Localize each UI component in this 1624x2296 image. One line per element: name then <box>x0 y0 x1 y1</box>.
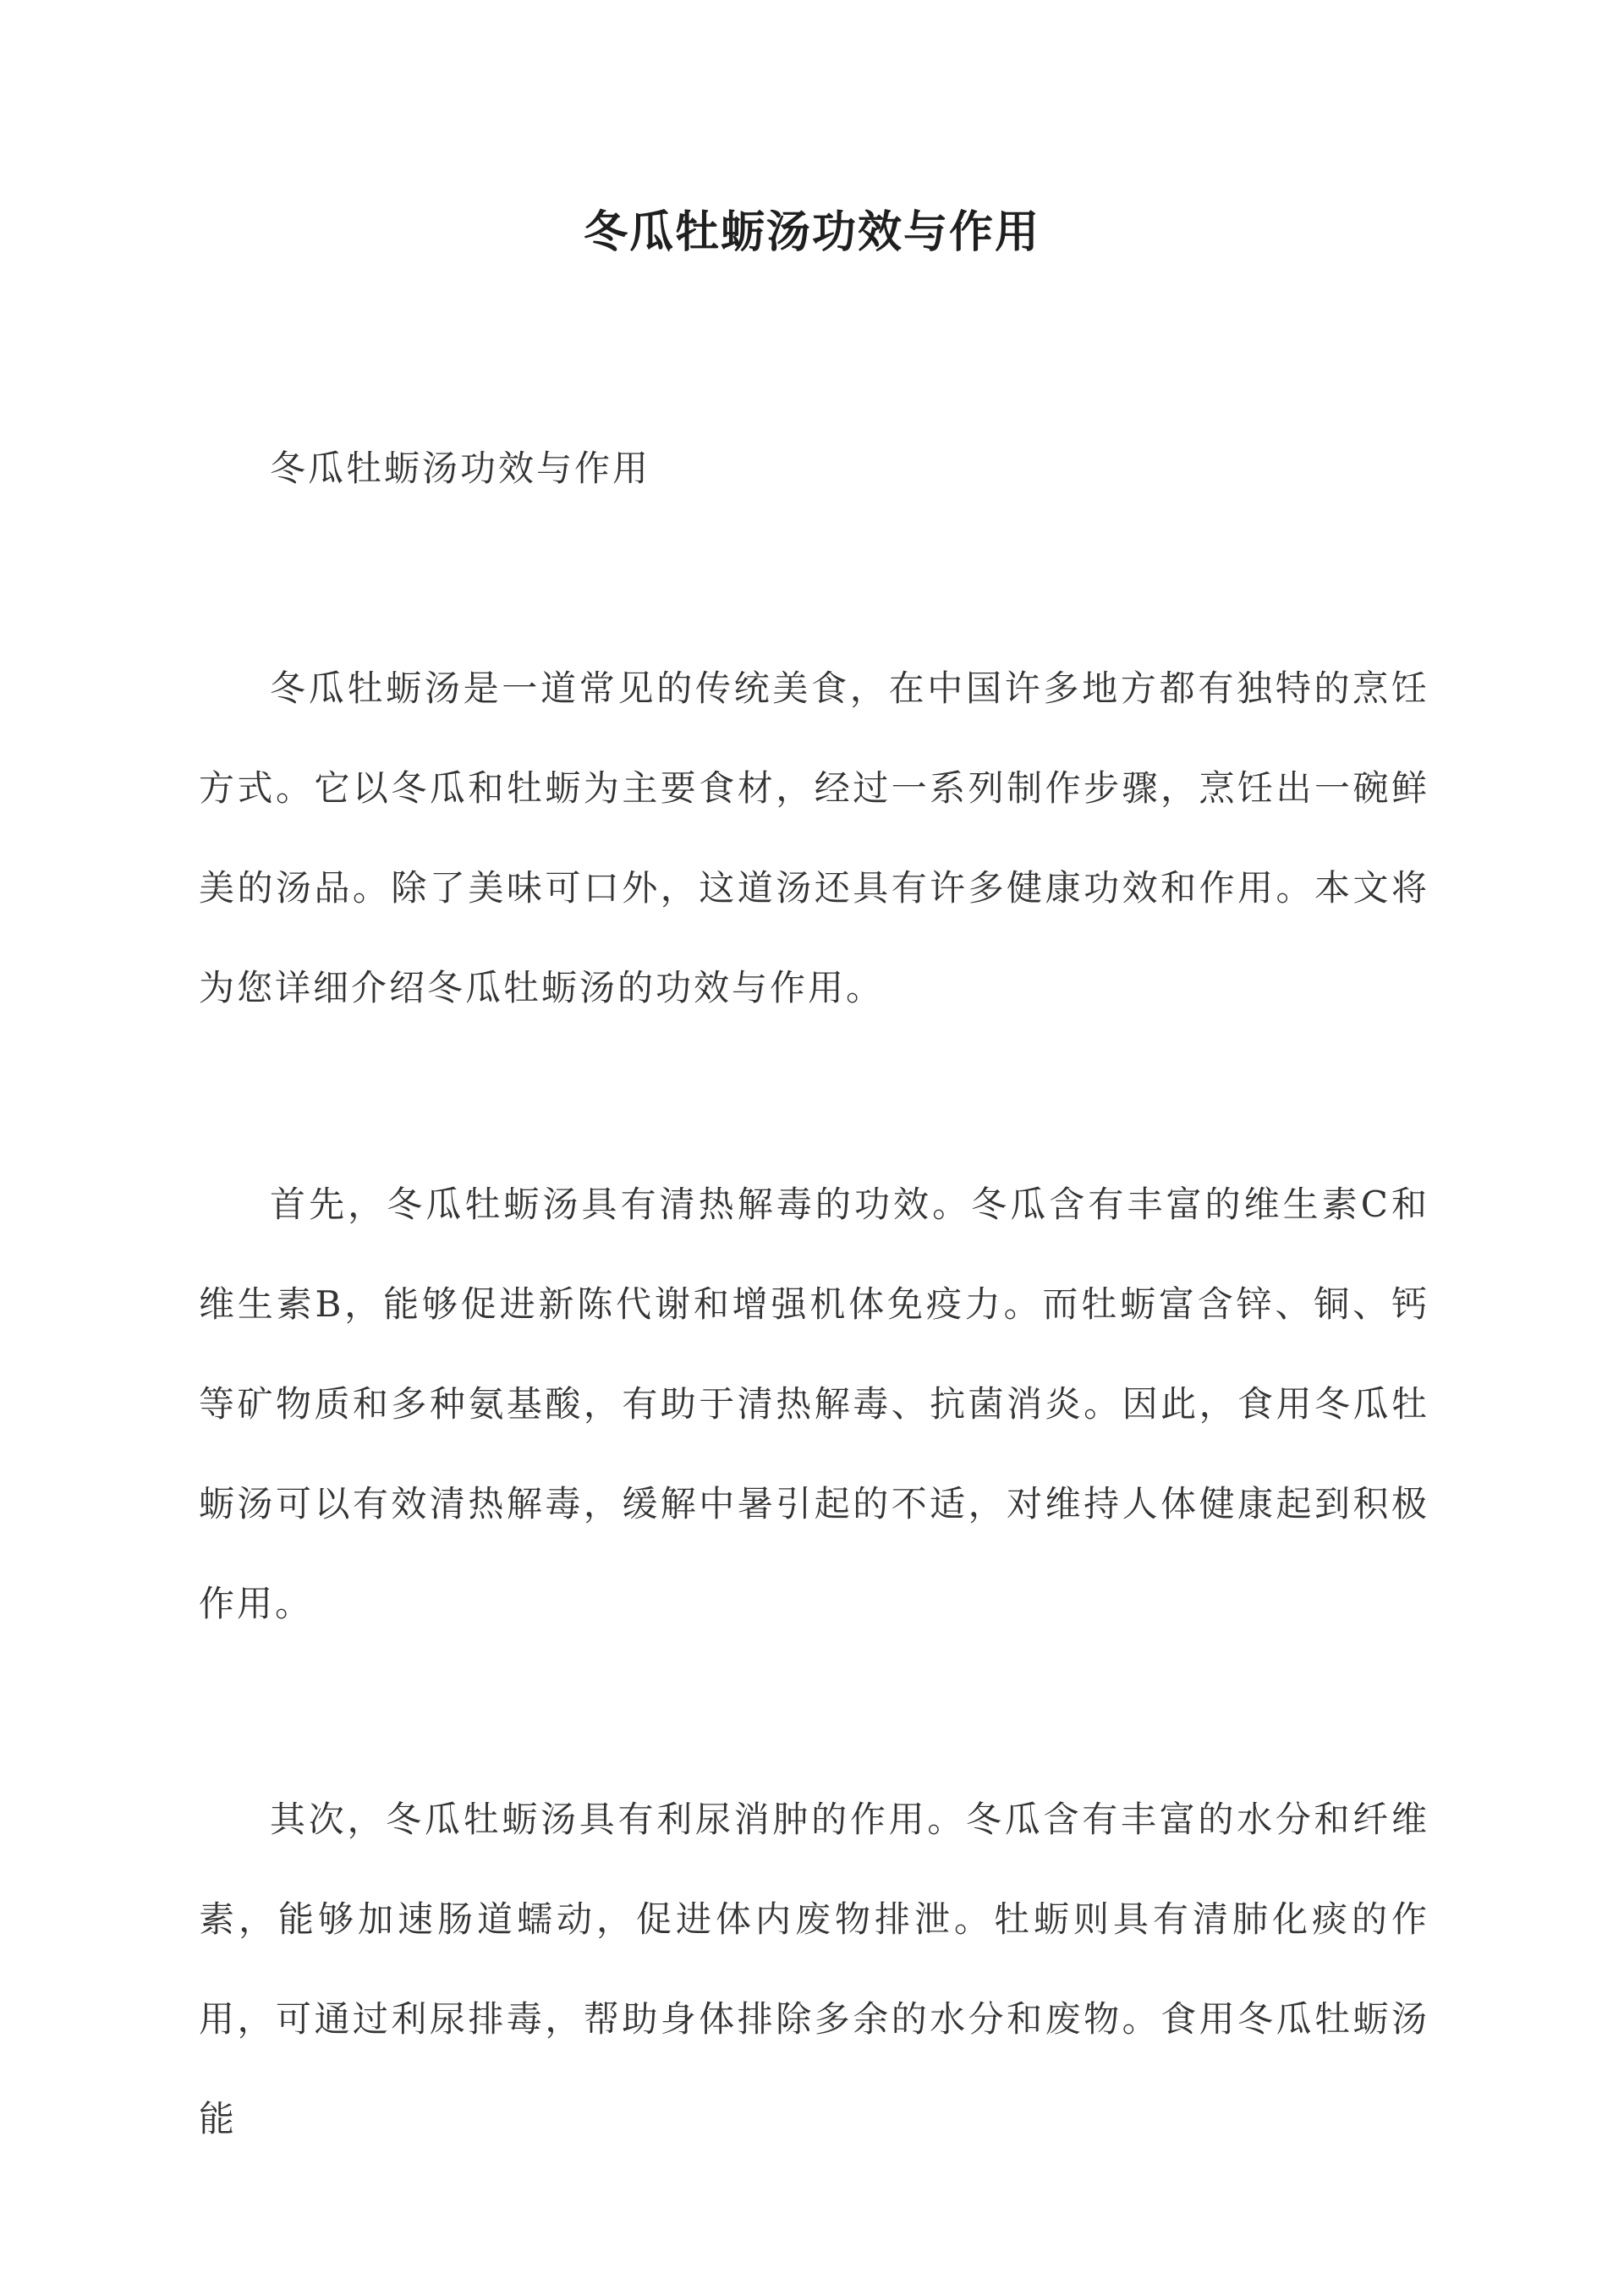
document-title: 冬瓜牡蛎汤功效与作用 <box>583 206 1040 258</box>
paragraph-diuretic: 其次，冬瓜牡蛎汤具有利尿消肿的作用。冬瓜含有丰富的水分和纤维素，能够加速肠道蠕动，促进体内废物排泄。牡蛎则具有清肺化痰的作用，可通过利尿排毒，帮助身体排除多余的水分和废物。食用冬瓜牡蛎汤能 <box>199 1799 1429 2139</box>
document-subtitle: 冬瓜牡蛎汤功效与作用 <box>270 448 651 489</box>
paragraph-intro: 冬瓜牡蛎汤是一道常见的传统美食，在中国许多地方都有独特的烹饪方式。它以冬瓜和牡蛎为主要食材，经过一系列制作步骤，烹饪出一碗鲜美的汤品。除了美味可口外，这道汤还具有许多健康功效和作用。本文将为您详细介绍冬瓜牡蛎汤的功效与作用。 <box>199 667 1429 1008</box>
paragraph-heat-clearing: 首先，冬瓜牡蛎汤具有清热解毒的功效。冬瓜含有丰富的维生素C和维生素B，能够促进新陈代谢和增强机体免疫力。而牡蛎富含锌、铜、钙等矿物质和多种氨基酸，有助于清热解毒、抗菌消炎。因此，食用冬瓜牡蛎汤可以有效清热解毒，缓解中暑引起的不适，对维持人体健康起到积极作用。 <box>199 1184 1429 1624</box>
